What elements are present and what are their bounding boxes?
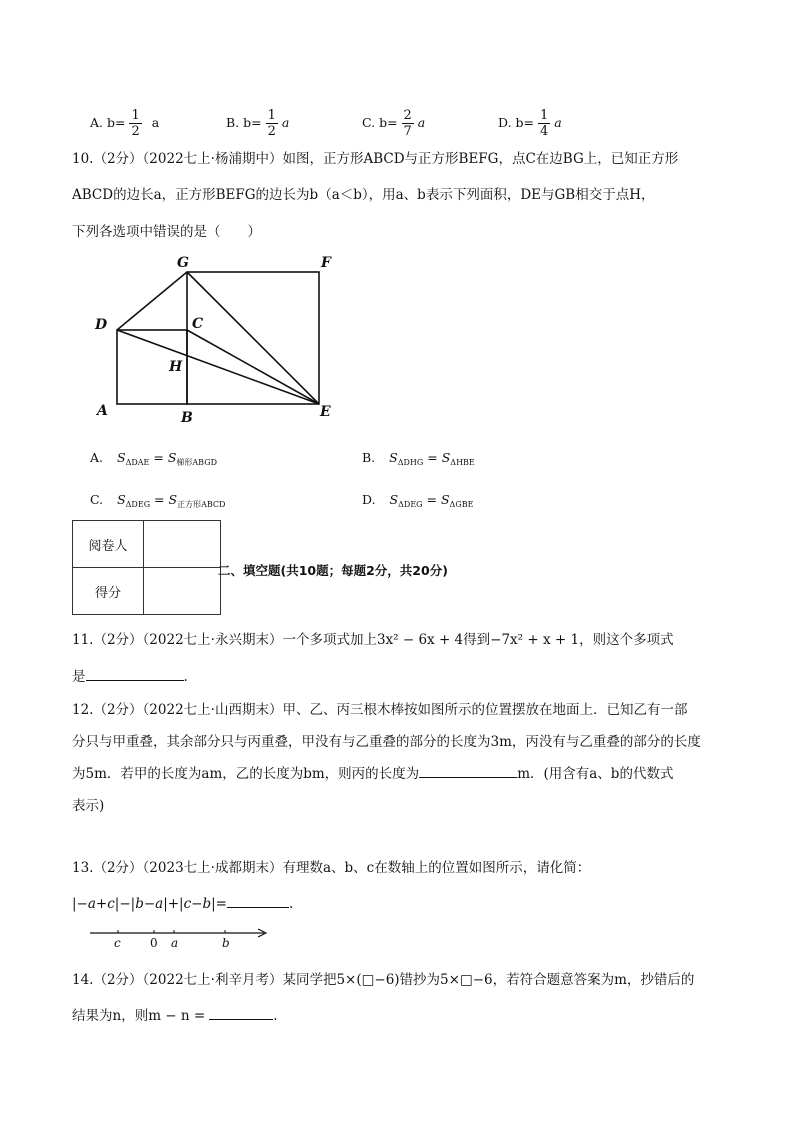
- option-prefix: A.: [90, 450, 104, 465]
- area-symbol: S: [117, 492, 126, 507]
- q12-line-4: 表示): [72, 798, 105, 814]
- fraction-denominator: 4: [539, 124, 549, 139]
- label-d: D: [95, 317, 108, 333]
- q11-answer-blank[interactable]: [86, 666, 184, 681]
- q10-figure: [90, 250, 350, 430]
- q10-option-a: A. $S_{\Delta DAE} = S_{梯形ABGD}$: [90, 450, 217, 467]
- area-subscript: ΔGBE: [449, 500, 474, 509]
- q13-expr: |−a+c|−|b−a|+|c−b|=: [72, 896, 227, 912]
- q13-answer-blank[interactable]: [227, 893, 289, 908]
- option-prefix: C.: [90, 492, 104, 507]
- area-subscript: 正方形ABCD: [177, 500, 226, 509]
- q14-line-2-prefix: 结果为n，则m − n =: [72, 1008, 206, 1024]
- q9-option-c-fraction: [402, 108, 414, 139]
- label-c: c: [114, 936, 121, 950]
- fraction-denominator: 7: [403, 124, 412, 139]
- q11-answer-suffix: .: [183, 669, 188, 685]
- area-symbol: S: [440, 492, 450, 507]
- area-subscript: ΔDAE: [125, 458, 150, 467]
- fraction-numerator: 1: [539, 108, 549, 123]
- grader-cell[interactable]: [144, 521, 221, 568]
- q12-line-1: 12.（2分）（2022七上·山西期末）甲、乙、丙三根木棒按如图所示的位置摆放在地面上．已知乙有一部: [72, 702, 688, 718]
- label-zero: 0: [150, 936, 158, 950]
- score-cell[interactable]: [144, 568, 221, 615]
- area-subscript: ΔDHG: [397, 458, 424, 467]
- q14-line-2-suffix: .: [273, 1008, 278, 1024]
- q13-number-line: [88, 922, 278, 950]
- q9-option-a-label: A. b=: [90, 115, 126, 130]
- q9-option-a-fraction: [129, 108, 141, 139]
- q9-option-d-var: a: [554, 115, 562, 130]
- q9-option-c: [362, 108, 425, 139]
- label-a: a: [171, 936, 179, 950]
- area-symbol: S: [167, 450, 177, 465]
- q10-line-3: 下列各选项中错误的是（ ）: [72, 224, 261, 240]
- q12-line-3-suffix: m．(用含有a、b的代数式: [517, 766, 674, 782]
- q10-line-1: 10.（2分）（2022七上·杨浦期中）如图，正方形ABCD与正方形BEFG，点C在边BG上，已知正方形: [72, 151, 679, 167]
- area-symbol: S: [117, 450, 126, 465]
- label-c: C: [192, 316, 204, 332]
- fraction-numerator: 2: [403, 108, 412, 123]
- section-2-title: 二、填空题(共10题；每题2分，共20分): [218, 563, 448, 578]
- q9-option-b-label: B. b=: [226, 115, 262, 130]
- q9-option-d-label: D. b=: [498, 115, 534, 130]
- area-subscript: ΔHBE: [450, 458, 475, 467]
- q14-line-2: [72, 1004, 277, 1024]
- segment-de: [117, 330, 319, 404]
- option-prefix: B.: [362, 450, 376, 465]
- fraction-numerator: 1: [131, 108, 140, 123]
- q9-option-c-var: a: [417, 115, 426, 130]
- q14-answer-blank[interactable]: [209, 1005, 273, 1020]
- q9-option-b-var: a: [281, 115, 290, 130]
- area-subscript: ΔDEG: [398, 500, 423, 509]
- q10-option-b: B. $S_{\Delta DHG} = S_{\Delta HBE}$: [362, 450, 475, 467]
- label-a: A: [97, 403, 108, 419]
- area-symbol: S: [389, 492, 399, 507]
- q12-line-2: 分只与甲重叠，其余部分只与丙重叠，甲没有与乙重叠的部分的长度为3m，丙没有与乙重叠的部分的长度: [72, 734, 701, 750]
- q12-line-3-prefix: 为5m．若甲的长度为am，乙的长度为bm，则丙的长度为: [72, 766, 420, 782]
- q10-option-c: C. $S_{\Delta DEG} = S_{正方形ABCD}$: [90, 492, 226, 509]
- q13-line-1: 13.（2分）（2023七上·成都期末）有理数a、b、c在数轴上的位置如图所示，请化简：: [72, 860, 591, 876]
- segment-ce: [187, 330, 319, 404]
- q9-option-d: [498, 108, 562, 139]
- q11-line-1: 11.（2分）（2022七上·永兴期末）一个多项式加上3x² − 6x + 4得到−7x² + x + 1，则这个多项式: [72, 632, 674, 648]
- label-g: G: [177, 255, 189, 271]
- score-table: [72, 520, 221, 615]
- q9-option-a-var: a: [151, 115, 160, 130]
- label-b: b: [222, 936, 230, 950]
- area-subscript: ΔDEG: [125, 500, 151, 509]
- q11-line-2: [72, 665, 188, 685]
- q10-line-2: ABCD的边长a，正方形BEFG的边长为b（a＜b），用a、b表示下列面积，DE与GB相交于点H，: [72, 187, 655, 203]
- q11-answer-prefix: 是: [72, 669, 86, 685]
- q9-option-c-label: C. b=: [362, 115, 398, 130]
- q9-option-b: [226, 108, 289, 139]
- q13-expression: [72, 893, 293, 912]
- score-label: 得分: [73, 568, 144, 615]
- fraction-denominator: 2: [267, 124, 276, 139]
- grader-label: 阅卷人: [73, 521, 144, 568]
- area-subscript: 梯形ABGD: [176, 458, 217, 467]
- label-f: F: [321, 255, 331, 271]
- q9-option-d-fraction: [538, 108, 550, 139]
- area-symbol: S: [168, 492, 178, 507]
- q12-answer-blank[interactable]: [419, 763, 517, 778]
- q13-expr-suffix: .: [288, 896, 294, 912]
- q9-option-a: [90, 108, 159, 139]
- area-symbol: S: [389, 450, 398, 465]
- q12-line-3: [72, 762, 673, 782]
- label-e: E: [320, 404, 331, 420]
- option-prefix: D.: [362, 492, 376, 507]
- fraction-numerator: 1: [267, 108, 276, 123]
- q9-option-b-fraction: [266, 108, 278, 139]
- label-b: B: [181, 410, 193, 426]
- q14-line-1: 14.（2分）（2022七上·利辛月考）某同学把5×(□−6)错抄为5×□−6，若符合题意答案为m，抄错后的: [72, 972, 695, 988]
- segment-dg: [117, 272, 187, 330]
- fraction-denominator: 2: [131, 124, 140, 139]
- label-h: H: [169, 359, 183, 375]
- q10-option-d: D. $S_{\Delta DEG} = S_{\Delta GBE}$: [362, 492, 474, 509]
- segment-ge: [187, 272, 319, 404]
- area-symbol: S: [441, 450, 451, 465]
